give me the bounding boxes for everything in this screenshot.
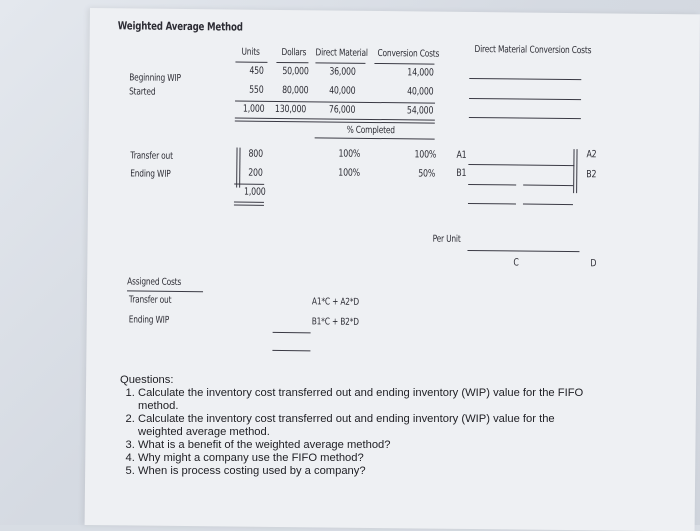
eq-line-b2: [523, 185, 573, 187]
question-item: 2. Calculate the inventory cost transferred out and ending inventory (WIP) value for the weighted average method.: [138, 413, 590, 439]
started-dollars: 80,000: [282, 85, 309, 97]
header-right-conversion-costs: Conversion Costs: [529, 44, 592, 57]
right-blank-line-1: [469, 78, 581, 80]
per-unit-d: D: [590, 258, 597, 270]
worksheet-title: Weighted Average Method: [117, 19, 243, 34]
completion-total-units: 1,000: [244, 186, 266, 198]
ending-wip-dm-percent: 100%: [338, 167, 361, 179]
transfer-out-dm-percent: 100%: [338, 148, 361, 160]
started-cc: 40,000: [407, 86, 434, 98]
assigned-transfer-out: Transfer out: [128, 294, 172, 306]
formula-ending: B1*C + B2*D: [311, 316, 359, 328]
code-b1: B1: [456, 167, 467, 179]
total-dollars: 130,000: [274, 103, 307, 116]
right-blank-line-3: [469, 117, 581, 119]
header-dollars: Dollars: [281, 47, 307, 59]
code-a1: A1: [456, 149, 467, 161]
question-item: 5. When is process costing used by a company?: [138, 465, 590, 478]
transfer-out-units: 800: [248, 148, 263, 160]
totals-double-underline-2: [235, 121, 435, 124]
label-transfer-out: Transfer out: [130, 150, 173, 162]
units-bracket-left: [236, 148, 237, 188]
ending-wip-cc-percent: 50%: [418, 168, 436, 180]
label-beginning-wip: Beginning WIP: [129, 72, 181, 84]
percent-completed-label: % Completed: [346, 124, 395, 137]
bwip-dm: 36,000: [329, 66, 356, 78]
questions-list: [120, 387, 590, 478]
per-unit-line: [467, 250, 579, 252]
right-blank-line-2: [469, 98, 581, 100]
header-units: Units: [241, 46, 260, 58]
eq-line-b1: [468, 184, 516, 186]
percent-completed-underline: [315, 137, 435, 139]
right-bracket-1: [573, 149, 574, 193]
code-a2: A2: [586, 149, 597, 161]
total-cc: 54,000: [406, 105, 434, 117]
total-units: 1,000: [242, 103, 265, 115]
started-units: 550: [249, 84, 264, 96]
right-bracket-2: [576, 149, 577, 193]
bwip-units: 450: [249, 65, 264, 77]
label-started: Started: [129, 86, 156, 98]
underline-dollars: [276, 62, 308, 63]
ending-wip-units: 200: [248, 167, 263, 179]
underline-dm: [315, 62, 365, 64]
formula-transfer: A1*C + A2*D: [311, 296, 360, 308]
units-bracket-left-2: [239, 148, 240, 188]
transfer-out-cc-percent: 100%: [414, 149, 437, 161]
total-units-double-1: [234, 202, 264, 203]
question-item: 3. What is a benefit of the weighted average method?: [138, 439, 590, 452]
assigned-line-1: [273, 332, 311, 333]
eq-line-c1: [468, 203, 516, 205]
question-item: 1. Calculate the inventory cost transferred out and ending inventory (WIP) value for the FIFO method.: [138, 387, 590, 413]
underline-cc: [374, 63, 434, 65]
question-item: 4. Why might a company use the FIFO method?: [138, 452, 590, 465]
assigned-costs-heading: Assigned Costs: [127, 276, 182, 288]
header-direct-material: Direct Material: [315, 47, 368, 59]
questions-heading: Questions:: [120, 374, 174, 386]
bwip-dollars: 50,000: [282, 66, 309, 78]
underline-units: [235, 62, 267, 63]
eq-line-a: [468, 164, 574, 166]
per-unit-c: C: [513, 257, 519, 269]
total-dm: 76,000: [328, 104, 356, 116]
per-unit-label: Per Unit: [432, 233, 461, 245]
questions-block: [120, 374, 590, 478]
header-right-direct-material: Direct Material: [474, 44, 527, 56]
totals-underline: [235, 101, 435, 104]
code-b2: B2: [586, 169, 597, 181]
assigned-costs-underline: [127, 290, 203, 292]
assigned-ending-wip: Ending WIP: [128, 314, 170, 326]
bwip-cc: 14,000: [407, 67, 434, 79]
eq-line-c2: [523, 204, 573, 206]
assigned-line-2: [272, 350, 310, 351]
header-conversion-costs: Conversion Costs: [377, 48, 440, 60]
label-ending-wip: Ending WIP: [130, 168, 171, 180]
started-dm: 40,000: [329, 85, 356, 97]
total-units-double-2: [234, 205, 264, 206]
